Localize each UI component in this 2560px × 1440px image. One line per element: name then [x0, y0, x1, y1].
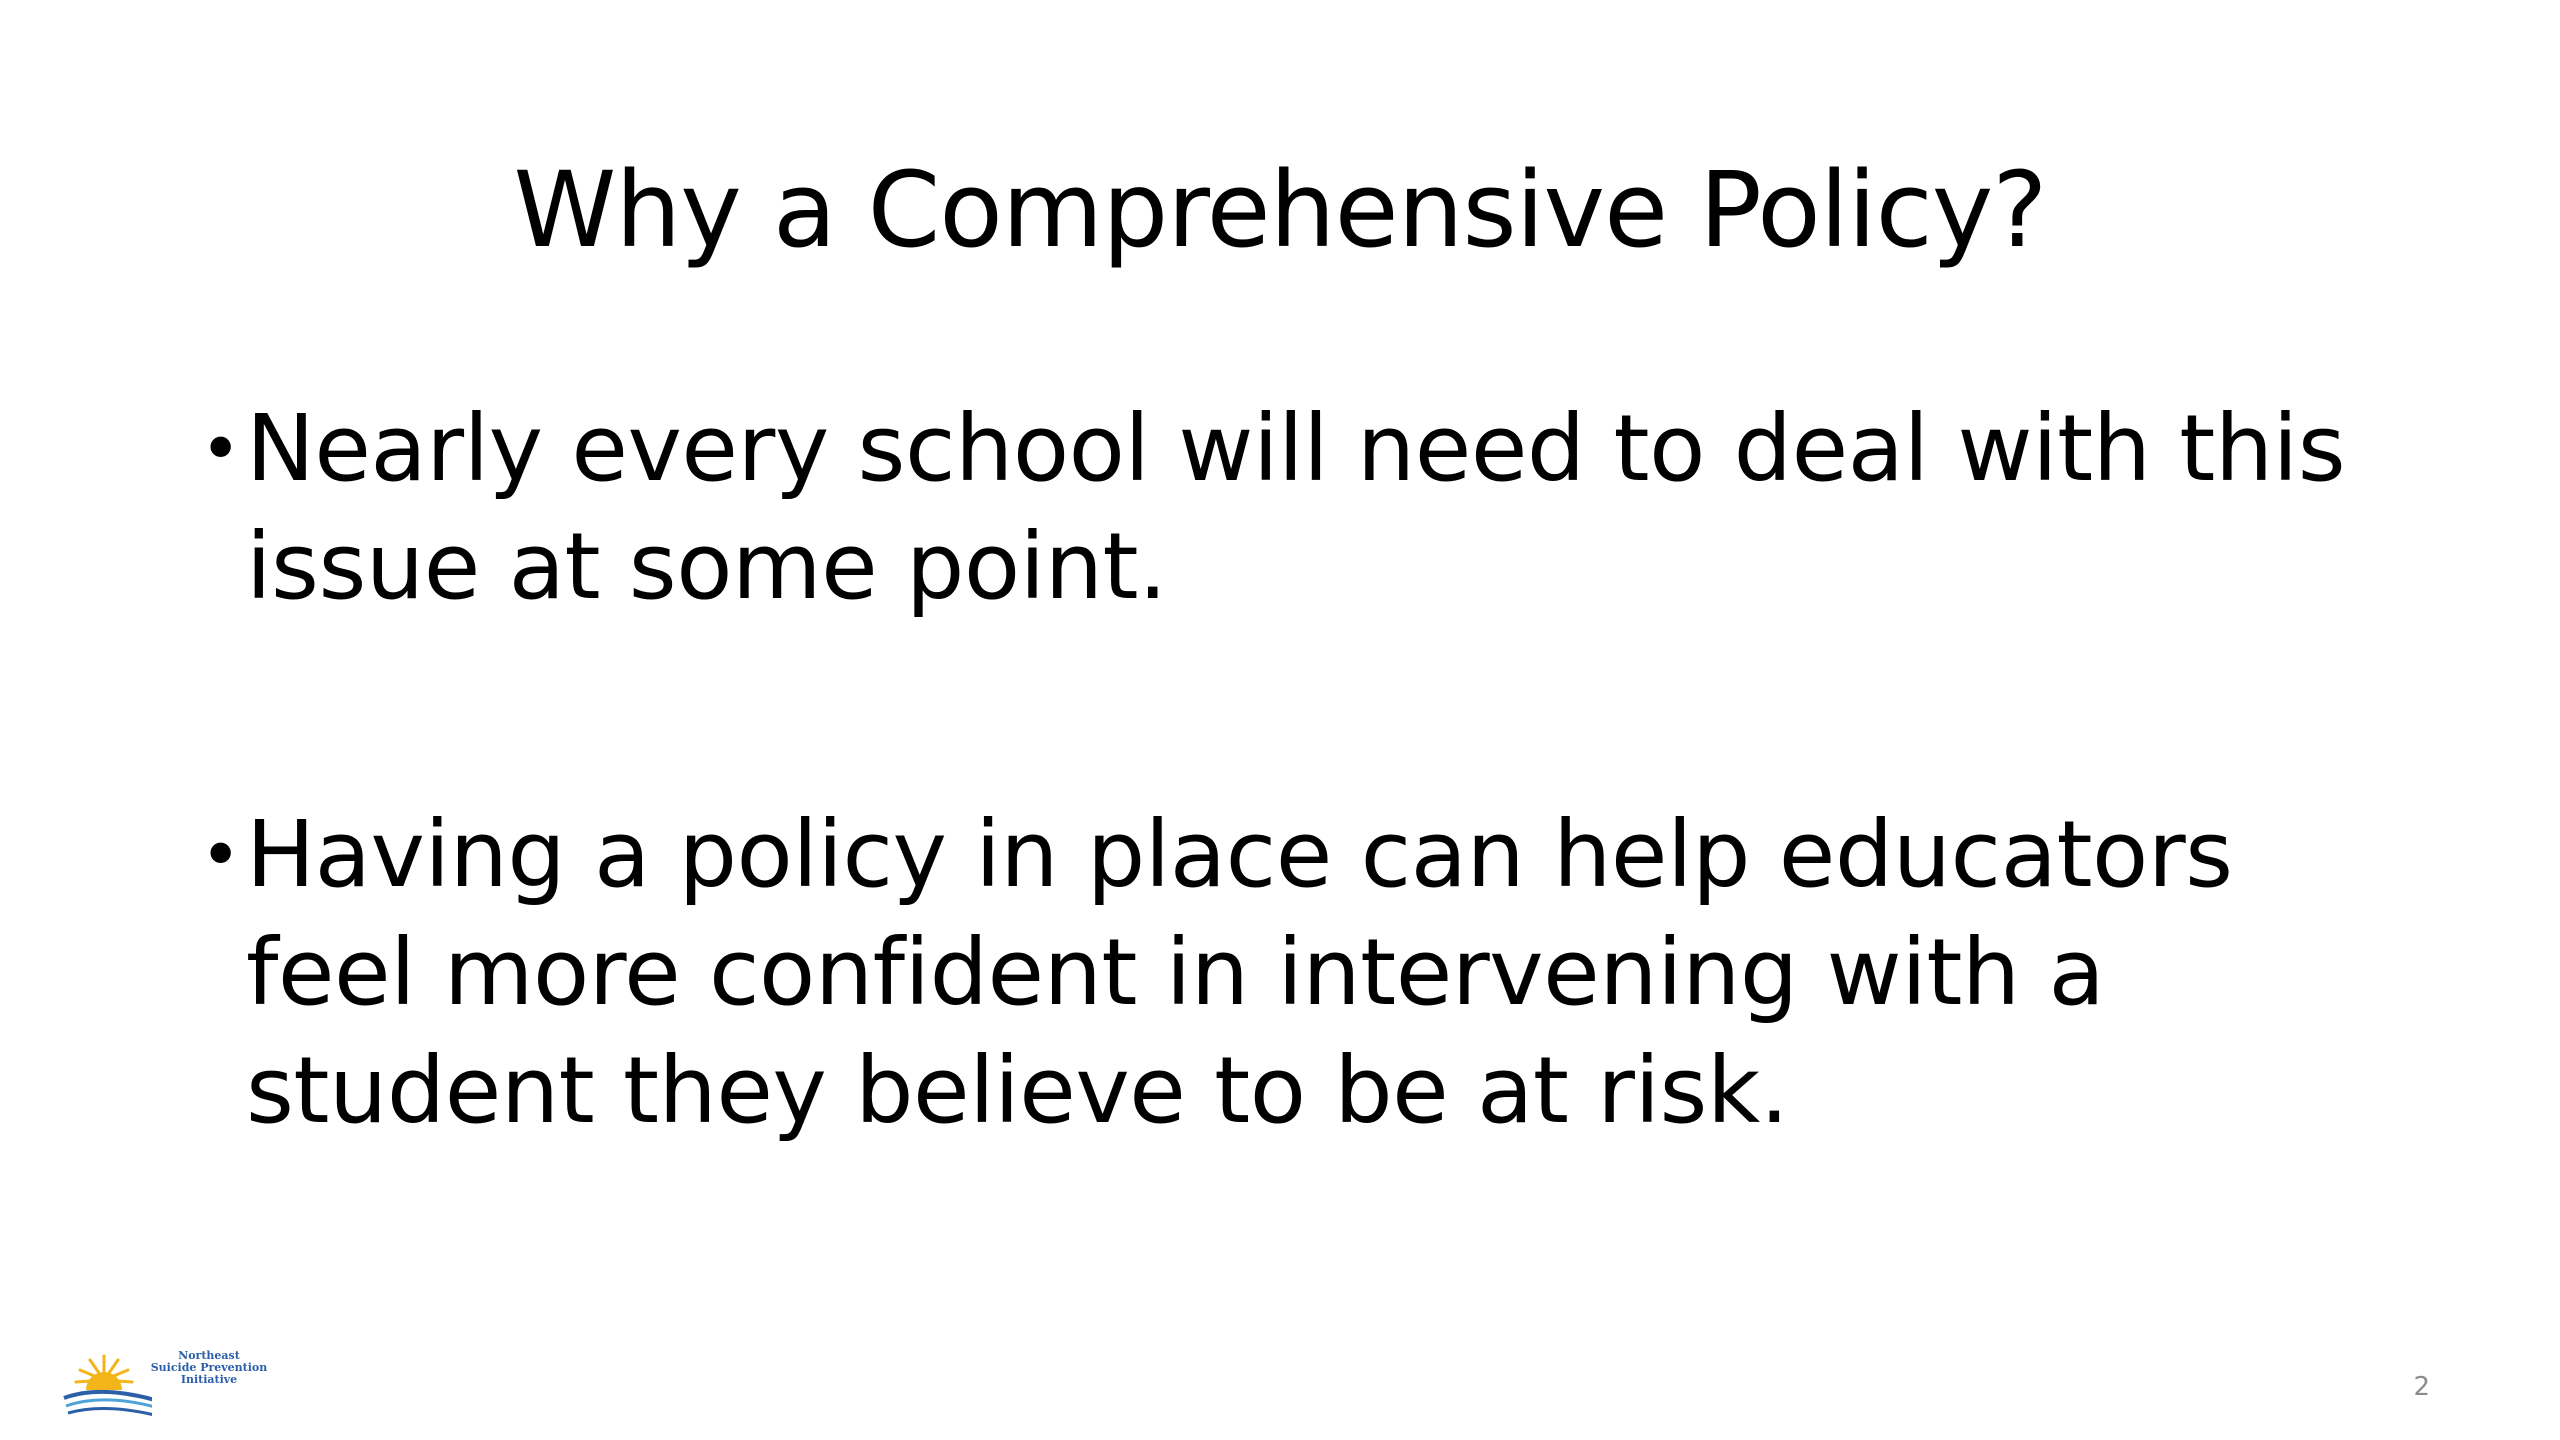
organization-logo [62, 1350, 272, 1420]
bullet-item [200, 390, 2400, 626]
logo-wordmark [144, 1350, 274, 1386]
logo-line: Northeast [178, 1349, 240, 1362]
sunrise-waves-icon [62, 1350, 152, 1420]
bullet-item [200, 796, 2400, 1150]
logo-line: Suicide Prevention [150, 1361, 268, 1374]
bullet-symbol: • [200, 814, 241, 896]
slide-number: 2 [2413, 1372, 2430, 1402]
bullet-symbol: • [200, 408, 241, 490]
bullet-list [200, 390, 2400, 1150]
bullet-text: Nearly every school will need to deal with this issue at some point. [246, 395, 2346, 620]
bullet-text: Having a policy in place can help educators feel more confident in intervening with a student they believe to be at risk. [246, 801, 2233, 1144]
slide-title: Why a Comprehensive Policy? [513, 149, 2047, 271]
logo-line: Initiative [180, 1373, 238, 1386]
